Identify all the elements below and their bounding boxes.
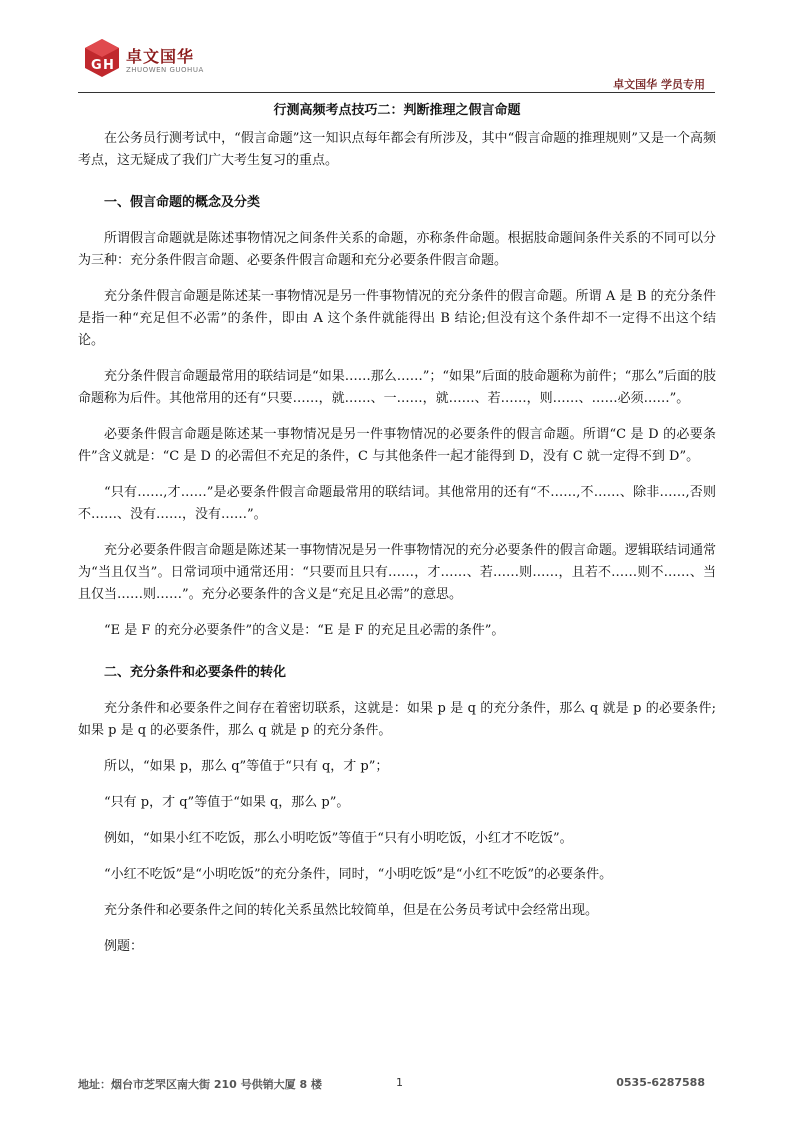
svg-text:G: G (91, 58, 102, 73)
brand-name: 卓文国华 (126, 47, 195, 66)
intro-paragraph: 在公务员行测考试中，“假言命题”这一知识点每年都会有所涉及，其中“假言命题的推理规则”又是一个高频考点，这无疑成了我们广大考生复习的重点。 (78, 131, 716, 168)
paragraph: 充分条件假言命题是陈述某一事物情况是另一件事物情况的充分条件的假言命题。所谓 A 是 B 的充分条件是指一种“充足但不必需”的条件，即由 A 这个条件就能得出 B 结论;但没有这个条件却不一定得不出这个结论。 (78, 289, 716, 348)
brand-logo-icon (82, 38, 122, 78)
footer-phone: 0535-6287588 (616, 1076, 705, 1089)
paragraph: “只有……,才……”是必要条件假言命题最常用的联结词。其他常用的还有“不……,不……、除非……,否则不……、没有……，没有……”。 (78, 485, 716, 522)
paragraph: 充分条件和必要条件之间的转化关系虽然比较简单，但是在公务员考试中会经常出现。 (104, 903, 599, 918)
section-1-heading: 一、假言命题的概念及分类 (104, 195, 261, 210)
header-label: 卓文国华 学员专用 (613, 78, 705, 91)
paragraph: 例如，“如果小红不吃饭，那么小明吃饭”等值于“只有小明吃饭，小红才不吃饭”。 (104, 831, 573, 846)
paragraph: 所谓假言命题就是陈述事物情况之间条件关系的命题，亦称条件命题。根据肢命题间条件关系的不同可以分为三种：充分条件假言命题、必要条件假言命题和充分必要条件假言命题。 (78, 231, 716, 268)
header-divider (78, 92, 715, 93)
page-title: 行测高频考点技巧二：判断推理之假言命题 (273, 103, 521, 118)
paragraph: “E 是 F 的充分必要条件”的含义是：“E 是 F 的充足且必需的条件”。 (104, 623, 505, 638)
paragraph: 所以，“如果 p，那么 q”等值于“只有 q，才 p”； (104, 759, 389, 774)
brand-subtitle: ZHUOWEN GUOHUA (126, 66, 204, 74)
brand-logo (82, 38, 202, 82)
paragraph: 充分条件和必要条件之间存在着密切联系，这就是：如果 p 是 q 的充分条件，那么 q 就是 p 的必要条件;如果 p 是 q 的必要条件，那么 q 就是 p 的充分条件。 (78, 701, 716, 738)
page-number: 1 (396, 1076, 403, 1089)
footer-address: 地址：烟台市芝罘区南大街 210 号供销大厦 8 楼 (78, 1078, 322, 1091)
paragraph: 例题： (104, 939, 144, 954)
paragraph: 充分必要条件假言命题是陈述某一事物情况是另一件事物情况的充分必要条件的假言命题。逻辑联结词通常为“当且仅当”。日常词项中通常还用：“只要而且只有……，才……、若……则……，且若不……则不……、当且仅当……则……”。充分必要条件的含义是“充足且必需”的意思。 (78, 543, 716, 602)
paragraph: “只有 p，才 q”等值于“如果 q，那么 p”。 (104, 795, 350, 810)
paragraph: 充分条件假言命题最常用的联结词是“如果……那么……”；“如果”后面的肢命题称为前件；“那么”后面的肢命题称为后件。其他常用的还有“只要……，就……、一……，就……、若……，则……、……必须……”。 (78, 369, 716, 406)
svg-text:H: H (103, 58, 114, 73)
paragraph: “小红不吃饭”是“小明吃饭”的充分条件，同时，“小明吃饭”是“小红不吃饭”的必要条件。 (104, 867, 613, 882)
paragraph: 必要条件假言命题是陈述某一事物情况是另一件事物情况的必要条件的假言命题。所谓“C 是 D 的必要条件”含义就是：“C 是 D 的必需但不充足的条件，C 与其他条件一起才能得到 D，没有 C 就一定得不到 D”。 (78, 427, 716, 464)
section-2-heading: 二、充分条件和必要条件的转化 (104, 665, 287, 680)
document-body (78, 100, 716, 958)
